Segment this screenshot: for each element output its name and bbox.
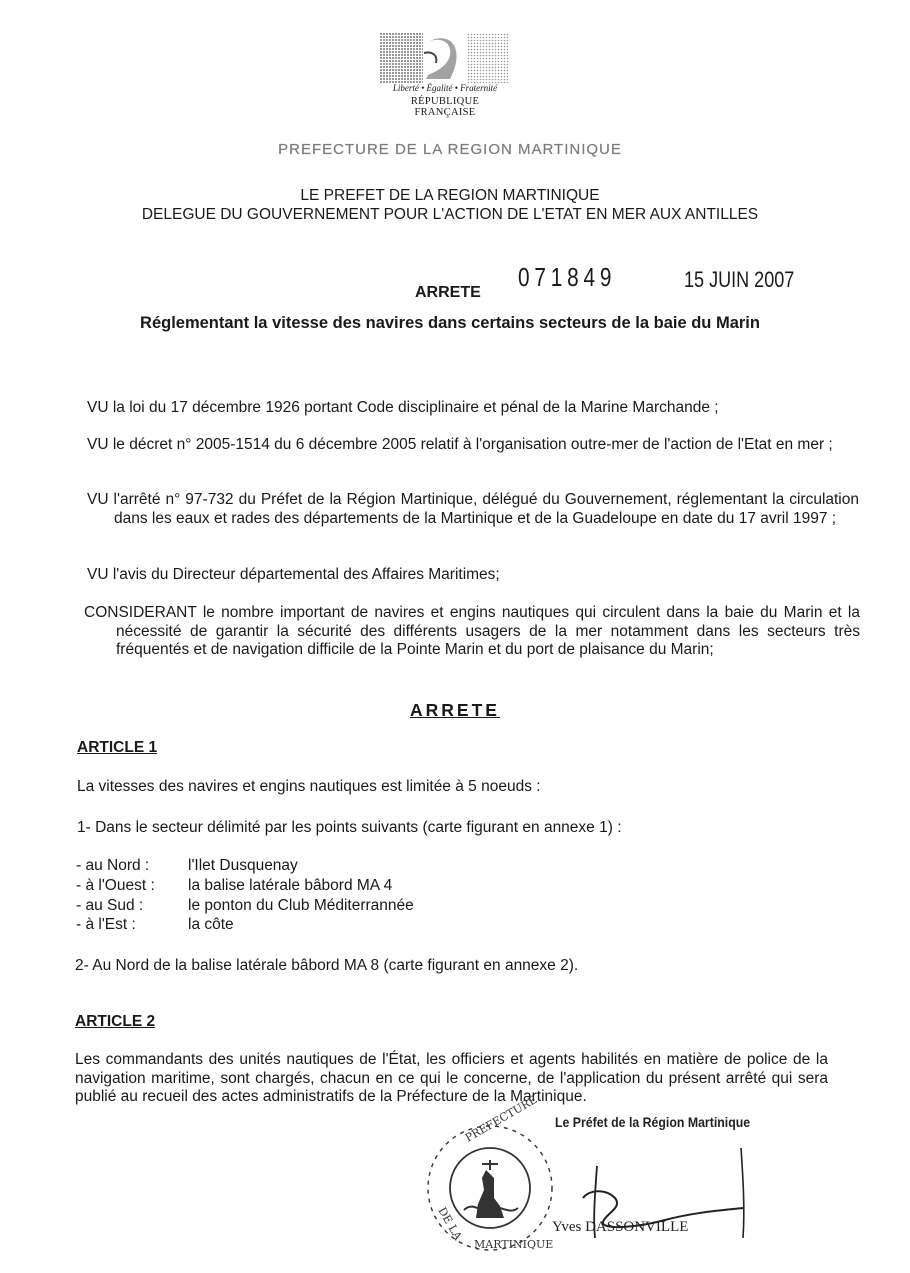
republic-name: RÉPUBLIQUE FRANÇAISE — [410, 96, 480, 118]
svg-text:DE LA: DE LA — [435, 1205, 465, 1243]
decree-label: ARRETE — [415, 284, 481, 301]
visa-1: VU la loi du 17 décembre 1926 portant Code disciplinaire et pénal de la Marine Marchande ; — [87, 399, 719, 416]
visa-3: VU l'arrêté n° 97-732 du Préfet de la Région Martinique, délégué du Gouvernement, réglementant la circulation dans les eaux et rades des départements de la Martinique et de la Guadeloupe en date du 17 avril 1997 ; — [87, 491, 859, 527]
article-2-text: Les commandants des unités nautiques de l'État, les officiers et agents habilités en matière de police de la navigation maritime, sont chargés, chacun en ce qui le concerne, de l'application du présent arrêté qui sera publié au recueil des actes administratifs de la Préfecture de la Martinique. — [75, 1051, 828, 1105]
bound-south-label: - au Sud : — [76, 897, 144, 914]
svg-text:MARTINIQUE: MARTINIQUE — [474, 1238, 554, 1251]
bound-south-value: le ponton du Club Méditerrannée — [188, 897, 414, 914]
article-1-intro: La vitesses des navires et engins nautiques est limitée à 5 noeuds : — [77, 778, 541, 795]
signatory-title: Le Préfet de la Région Martinique — [555, 1114, 751, 1130]
decree-subject: Réglementant la vitesse des navires dans certains secteurs de la baie du Marin — [140, 314, 760, 332]
bound-west-value: la balise latérale bâbord MA 4 — [188, 877, 393, 894]
bound-east-value: la côte — [188, 916, 234, 933]
signatory-name: Yves DASSONVILLE — [552, 1219, 689, 1235]
decree-date: 15 JUIN 2007 — [684, 267, 795, 292]
decree-number: 071849 — [518, 262, 617, 292]
prefecture-seal-stamp — [424, 1092, 560, 1256]
arrete-heading: ARRETE — [410, 700, 500, 720]
prefet-heading — [0, 186, 900, 224]
svg-text:PREFECTURE: PREFECTURE — [463, 1092, 540, 1145]
article-2-title: ARTICLE 2 — [75, 1013, 156, 1030]
prefet-line-1: LE PREFET DE LA REGION MARTINIQUE — [300, 187, 600, 204]
article-1-point-2: 2- Au Nord de la balise latérale bâbord MA 8 (carte figurant en annexe 2). — [75, 957, 579, 974]
prefecture-heading: PREFECTURE DE LA REGION MARTINIQUE — [278, 141, 622, 158]
republic-motto: Liberté • Égalité • Fraternité — [392, 83, 498, 93]
article-1-point-1: 1- Dans le secteur délimité par les points suivants (carte figurant en annexe 1) : — [77, 819, 622, 836]
prefet-line-2: DELEGUE DU GOUVERNEMENT POUR L'ACTION DE L'ETAT EN MER AUX ANTILLES — [141, 206, 759, 223]
marianne-logo — [380, 33, 510, 83]
bound-north-value: l'Ilet Dusquenay — [188, 857, 298, 874]
visa-4: VU l'avis du Directeur départemental des Affaires Maritimes; — [87, 566, 500, 583]
bound-north-label: - au Nord : — [76, 857, 150, 874]
considerant: CONSIDERANT le nombre important de navires et engins nautiques qui circulent dans la baie du Marin et la nécessité de garantir la sécurité des différents usagers de la mer notamment dans les secteurs très fréquentés et de navigation difficile de la Pointe Marin et du port de plaisance du Marin; — [84, 604, 860, 658]
bound-west-label: - à l'Ouest : — [76, 877, 155, 894]
article-1-title: ARTICLE 1 — [77, 739, 158, 756]
visa-2: VU le décret n° 2005-1514 du 6 décembre 2005 relatif à l'organisation outre-mer de l'action de l'Etat en mer ; — [87, 436, 833, 453]
bound-east-label: - à l'Est : — [76, 916, 136, 933]
